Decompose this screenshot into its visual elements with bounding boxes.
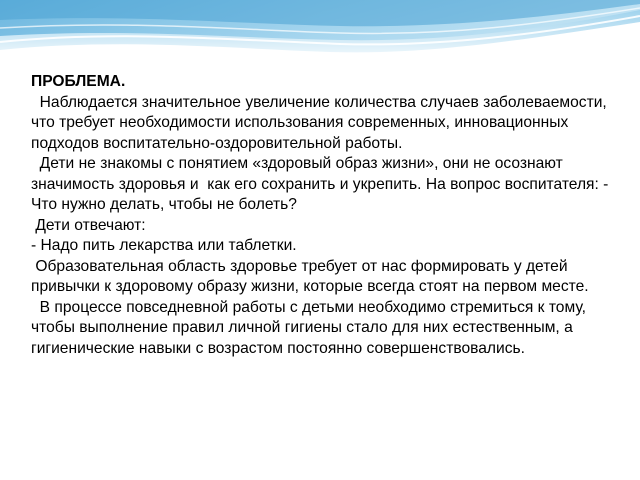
wave-header-decoration xyxy=(0,0,640,80)
paragraph-hygiene: В процессе повседневной работы с детьми необходимо стремиться к тому, чтобы выполнение правил личной гигиены стало для них естественным, а гигиенические навыки с возрастом постоянно совершенствовались. xyxy=(31,298,591,357)
paragraph-healthy-lifestyle: Дети не знакомы с понятием «здоровый образ жизни», они не осознают значимость здоровья и как его сохранить и укрепить. На вопрос воспитателя: - Что нужно делать, чтобы не болеть? xyxy=(31,155,613,213)
paragraph-educational-area: Образовательная область здоровье требует от нас формировать у детей привычки к здоровому образу жизни, которые всегда стоят на первом месте. xyxy=(31,257,589,295)
paragraph-children-answer: Дети отвечают: xyxy=(31,216,146,234)
slide-content xyxy=(31,72,621,359)
paragraph-medicine-answer: - Надо пить лекарства или таблетки. xyxy=(31,237,297,254)
slide-heading: ПРОБЛЕМА. xyxy=(31,73,126,90)
paragraph-morbidity: Наблюдается значительное увеличение количества случаев заболеваемости, что требует необходимости использования современных, инновационных подходов воспитательно-оздоровительной работы. xyxy=(31,93,612,152)
